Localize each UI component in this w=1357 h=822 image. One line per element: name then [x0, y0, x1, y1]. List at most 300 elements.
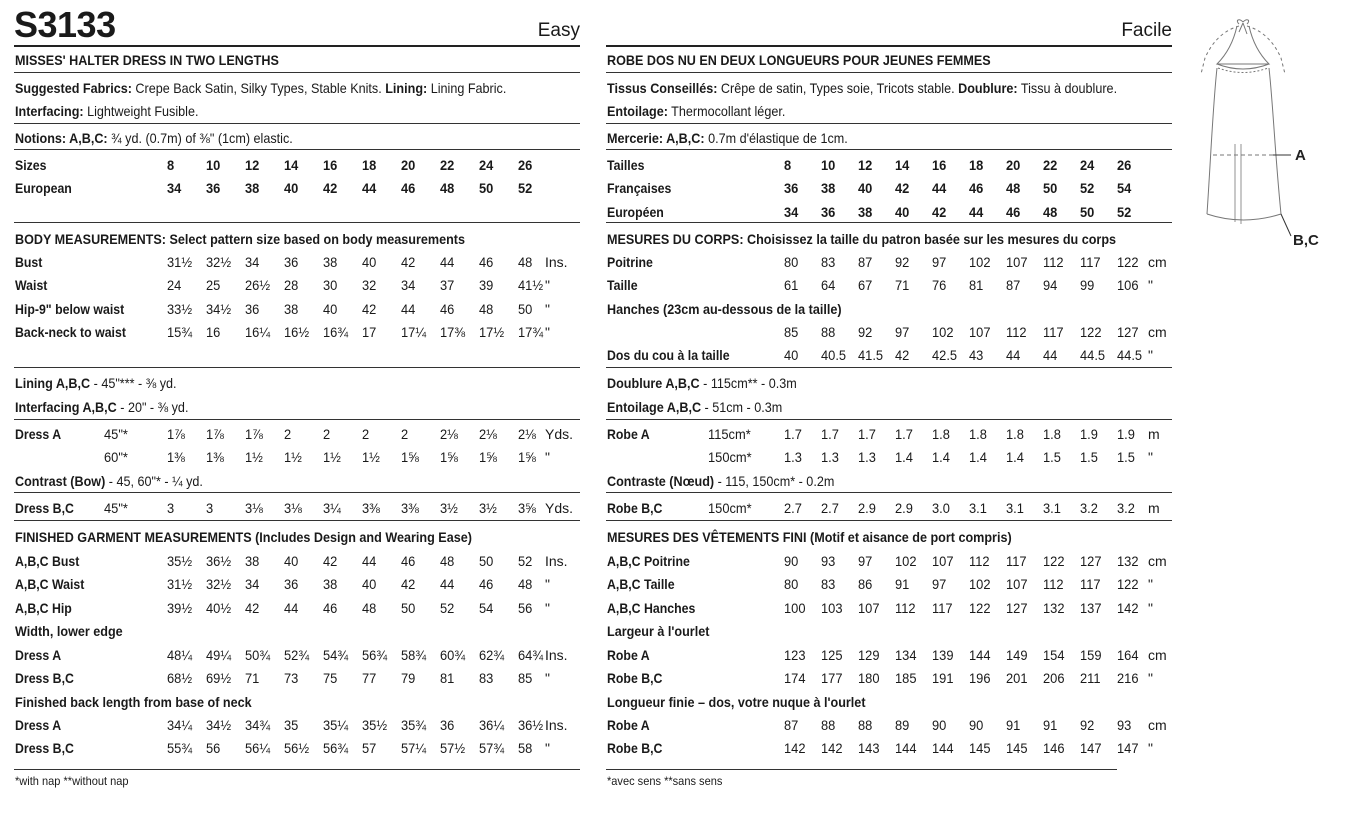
european-size-row-value: 40 [284, 180, 299, 196]
length-row-value: 34¼ [167, 717, 193, 733]
width-row-label: Robe A [607, 647, 650, 663]
finished-measurement-row [14, 576, 580, 596]
suggested-fabrics [607, 80, 1117, 96]
body-measurement-row-value: 38 [284, 301, 299, 317]
size-row-value: 36 [784, 180, 799, 196]
length-row-value: 90 [969, 717, 984, 733]
body-measurement-row-value: 44 [401, 301, 416, 317]
back-neck-row-value: 44 [1043, 347, 1058, 363]
divider [606, 123, 1172, 124]
hip-heading: Hanches (23cm au-dessous de la taille) [607, 301, 842, 317]
contrast-yardage-text: - 115, 150cm* - 0.2m [714, 473, 835, 489]
size-row-value: 42 [932, 204, 947, 220]
body-measurement-row-value: 16 [206, 324, 221, 340]
length-row-value: 36¼ [479, 717, 505, 733]
interfacing-info [15, 103, 198, 119]
back-neck-row-value: 44 [1006, 347, 1021, 363]
body-measurement-row-unit: " [545, 277, 550, 293]
body-measurement-row-label: Taille [607, 277, 638, 293]
finished-measurement-row-value: 102 [969, 576, 991, 592]
robe-a-yardage-row-value: 1.3 [784, 449, 802, 465]
hip-row-unit: cm [1148, 324, 1167, 340]
finished-measurement-row [606, 600, 1172, 620]
fabrics-label: Suggested Fabrics: [15, 80, 132, 96]
length-row-value: 55¾ [167, 740, 193, 756]
length-row-unit: Ins. [545, 717, 568, 733]
width-row-value: 174 [784, 670, 806, 686]
length-row-value: 34¾ [245, 717, 271, 733]
back-neck-row-value: 43 [969, 347, 984, 363]
width-row-value: 77 [362, 670, 377, 686]
body-measurement-row-label: Back-neck to waist [15, 324, 126, 340]
width-row-unit: " [1148, 670, 1153, 686]
dress-a-yardage-row-unit: Yds. [545, 426, 574, 442]
finished-measurement-row-value: 44 [440, 576, 455, 592]
width-row-value: 185 [895, 670, 917, 686]
width-row-value: 52¾ [284, 647, 310, 663]
finished-measurement-row-value: 122 [1117, 576, 1139, 592]
body-measurement-row-value: 34 [401, 277, 416, 293]
body-measurement-row-value: 16½ [284, 324, 310, 340]
robe-bc-yardage-row-value: 2.9 [895, 500, 913, 516]
size-row-value: 48 [1006, 180, 1021, 196]
finished-measurement-row-value: 40 [362, 576, 377, 592]
width-row-value: 211 [1080, 670, 1101, 686]
finished-measurement-row-value: 42 [401, 576, 416, 592]
contrast-yardage-text: - 45, 60"* - ¼ yd. [105, 473, 203, 489]
length-row-value: 147 [1117, 740, 1139, 756]
body-measurement-row-value: 117 [1080, 254, 1101, 270]
size-row-value: 12 [858, 157, 873, 173]
european-size-row-value: 42 [323, 180, 338, 196]
width-row-value: 144 [969, 647, 991, 663]
dress-a-yardage-row-value: 2 [401, 426, 409, 442]
body-measurement-row-value: 106 [1117, 277, 1139, 293]
width-heading: Largeur à l'ourlet [607, 623, 710, 639]
finished-measurement-row-unit: " [545, 600, 550, 616]
finished-measurement-row-value: 38 [245, 553, 260, 569]
finished-measurement-row-value: 103 [821, 600, 843, 616]
body-measurement-row-unit: cm [1148, 254, 1167, 270]
finished-measurement-row [606, 576, 1172, 596]
finished-measurement-row-label: A,B,C Poitrine [607, 553, 690, 569]
suggested-fabrics [15, 80, 506, 96]
length-row-value: 88 [821, 717, 836, 733]
hip-row-value: 107 [969, 324, 991, 340]
european-size-row-value: 36 [206, 180, 221, 196]
body-measurement-row-value: 44 [440, 254, 455, 270]
body-measurement-row [606, 277, 1172, 297]
hip-row-value: 122 [1080, 324, 1102, 340]
length-row-value: 35 [284, 717, 299, 733]
lining-text: Lining Fabric. [427, 80, 507, 96]
width-row-value: 164 [1117, 647, 1139, 663]
width-row-value: 139 [932, 647, 954, 663]
dress-a-yardage-row-value: 2 [323, 426, 331, 442]
finished-measurement-row-value: 48 [362, 600, 377, 616]
width-row [606, 670, 1172, 690]
size-row-value: 18 [969, 157, 984, 173]
body-measurement-row-value: 67 [858, 277, 873, 293]
length-row-value: 142 [784, 740, 806, 756]
length-row-value: 142 [821, 740, 843, 756]
finished-measurement-row [14, 553, 580, 573]
length-row-value: 35¾ [401, 717, 427, 733]
back-neck-row-value: 42.5 [932, 347, 958, 363]
length-row-value: 145 [1006, 740, 1028, 756]
divider [606, 367, 1172, 368]
size-row-value: 48 [1043, 204, 1058, 220]
body-measurement-row-value: 102 [969, 254, 991, 270]
back-neck-row-value: 41.5 [858, 347, 884, 363]
interfacing-yardage-text: - 20" - ⅜ yd. [116, 399, 189, 415]
robe-a-yardage-row-value: 1.8 [932, 426, 950, 442]
finished-measurement-row-value: 142 [1117, 600, 1139, 616]
finished-measurement-row-value: 117 [1006, 553, 1027, 569]
finished-measurement-row-value: 112 [895, 600, 916, 616]
length-row-value: 58 [518, 740, 533, 756]
body-measurement-row-label: Bust [15, 254, 43, 270]
width-row-unit: Ins. [545, 647, 568, 663]
interfacing-yardage-label: Entoilage A,B,C [607, 399, 702, 415]
dress-bc-yardage-row-value: 3½ [440, 500, 458, 516]
width-row-value: 159 [1080, 647, 1102, 663]
robe-a-yardage-row-unit: " [1148, 449, 1153, 465]
dress-a-yardage-row-value: 1⅜ [206, 449, 224, 465]
width-row-value: 62¾ [479, 647, 505, 663]
dress-a-yardage-row-value: 2⅛ [440, 426, 458, 442]
body-measurement-row-value: 24 [167, 277, 182, 293]
nap-footnote: *with nap **without nap [15, 774, 129, 788]
size-row-value: 40 [895, 204, 910, 220]
size-row-label: Européen [607, 204, 664, 220]
body-measurement-row-value: 32½ [206, 254, 232, 270]
body-measurement-row-value: 48 [479, 301, 494, 317]
width-row-value: 134 [895, 647, 917, 663]
lining-yardage [607, 375, 797, 391]
back-neck-row-unit: " [1148, 347, 1153, 363]
finished-measurements-heading: MESURES DES VÊTEMENTS FINI (Motif et aisance de port compris) [607, 529, 1012, 545]
size-row-value: 10 [206, 157, 221, 173]
finished-measurement-row-value: 102 [895, 553, 917, 569]
back-neck-row [606, 347, 1172, 367]
finished-measurement-row-label: A,B,C Waist [15, 576, 85, 592]
notions-info-text: 0.7m d'élastique de 1cm. [704, 130, 848, 146]
finished-measurement-row-value: 117 [1080, 576, 1101, 592]
body-measurement-row-value: 40 [323, 301, 338, 317]
robe-bc-yardage-row-value: 2.9 [858, 500, 876, 516]
interfacing-yardage-label: Interfacing A,B,C [15, 399, 117, 415]
size-row-value: 36 [821, 204, 836, 220]
view-a-label: A [1295, 147, 1306, 164]
divider [14, 123, 580, 124]
european-size-row-value: 34 [167, 180, 182, 196]
width-row-value: 58¾ [401, 647, 427, 663]
width-row-value: 75 [323, 670, 338, 686]
divider [14, 419, 580, 420]
length-row-value: 36½ [518, 717, 544, 733]
divider [14, 222, 580, 223]
robe-a-yardage-row-value: 1.4 [969, 449, 987, 465]
finished-measurement-row-value: 100 [784, 600, 806, 616]
length-row-value: 92 [1080, 717, 1095, 733]
length-row-unit: cm [1148, 717, 1167, 733]
finished-measurement-row-value: 83 [821, 576, 836, 592]
body-measurement-row-value: 50 [518, 301, 533, 317]
nap-footnote: *avec sens **sans sens [607, 774, 723, 788]
body-measurement-row-value: 92 [895, 254, 910, 270]
body-measurement-row-unit: " [1148, 277, 1153, 293]
length-row-value: 35¼ [323, 717, 349, 733]
length-row-value: 90 [932, 717, 947, 733]
width-row-value: 54¾ [323, 647, 349, 663]
width-row-label: Dress B,C [15, 670, 74, 686]
finished-measurement-row-value: 40½ [206, 600, 232, 616]
body-measurement-row-value: 38 [323, 254, 338, 270]
robe-a-yardage-row-value: 1.7 [858, 426, 876, 442]
size-row-value: 38 [858, 204, 873, 220]
body-measurements-heading: BODY MEASUREMENTS: Select pattern size based on body measurements [15, 231, 465, 247]
width-row-value: 56¾ [362, 647, 388, 663]
divider [14, 367, 580, 368]
size-row-label: Françaises [607, 180, 672, 196]
width-row-value: 81 [440, 670, 455, 686]
size-row-label: Tailles [607, 157, 645, 173]
size-row-value: 18 [362, 157, 377, 173]
dress-bc-yardage-row-width: 45"* [104, 500, 128, 516]
back-neck-row-value: 40.5 [821, 347, 847, 363]
size-row-value: 38 [821, 180, 836, 196]
finished-measurement-row-value: 42 [323, 553, 338, 569]
finished-measurement-row-value: 31½ [167, 576, 193, 592]
interfacing-yardage [15, 399, 188, 415]
robe-a-yardage-row-value: 1.8 [1006, 426, 1024, 442]
body-measurement-row-value: 34½ [206, 301, 232, 317]
body-measurement-row-value: 42 [362, 301, 377, 317]
body-measurement-row-value: 64 [821, 277, 836, 293]
body-measurement-row-unit: " [545, 301, 550, 317]
body-measurement-row-value: 61 [784, 277, 799, 293]
width-row-value: 196 [969, 670, 991, 686]
length-row-value: 34½ [206, 717, 232, 733]
finished-measurement-row-value: 52 [440, 600, 455, 616]
divider [606, 769, 1117, 770]
body-measurement-row-value: 31½ [167, 254, 193, 270]
body-measurement-row-value: 16¾ [323, 324, 349, 340]
divider [606, 222, 1172, 223]
length-row-value: 145 [969, 740, 991, 756]
body-measurement-row-value: 107 [1006, 254, 1028, 270]
dress-bc-yardage-row-value: 3 [206, 500, 214, 516]
size-row [606, 180, 1172, 200]
body-measurements-heading: MESURES DU CORPS: Choisissez la taille du patron basée sur les mesures du corps [607, 231, 1117, 247]
finished-measurement-row-value: 54 [479, 600, 494, 616]
finished-measurement-row-value: 38 [323, 576, 338, 592]
hip-row-value: 85 [784, 324, 799, 340]
size-row [606, 157, 1172, 177]
finished-measurement-row [606, 553, 1172, 573]
hip-row-value: 88 [821, 324, 836, 340]
width-heading: Width, lower edge [15, 623, 123, 639]
body-measurement-row-value: 33½ [167, 301, 193, 317]
size-row-value: 46 [969, 180, 984, 196]
length-heading: Longueur finie – dos, votre nuque à l'ourlet [607, 694, 866, 710]
width-row-value: 69½ [206, 670, 232, 686]
width-row-value: 206 [1043, 670, 1065, 686]
divider [606, 419, 1172, 420]
dress-a-yardage-row-value: 1⅞ [167, 426, 185, 442]
width-row-value: 64¾ [518, 647, 544, 663]
finished-measurements-heading: FINISHED GARMENT MEASUREMENTS (Includes Design and Wearing Ease) [15, 529, 472, 545]
notions-info-label: Notions: A,B,C: [15, 130, 108, 146]
dress-bc-yardage-row-unit: Yds. [545, 500, 574, 516]
lining-yardage [15, 375, 177, 391]
divider [606, 45, 1172, 47]
body-measurement-row-value: 46 [440, 301, 455, 317]
finished-measurement-row-value: 112 [1043, 576, 1064, 592]
width-row-value: 68½ [167, 670, 193, 686]
body-measurement-row-value: 46 [479, 254, 494, 270]
dress-bc-yardage-row-value: 3⅛ [284, 500, 302, 516]
dress-a-yardage-row-width: 45"* [104, 426, 128, 442]
size-row-value: 20 [1006, 157, 1021, 173]
body-measurement-row-value: 39 [479, 277, 494, 293]
width-row-value: 85 [518, 670, 533, 686]
length-row-value: 91 [1006, 717, 1021, 733]
finished-measurement-row-value: 137 [1080, 600, 1102, 616]
finished-measurement-row-value: 50 [479, 553, 494, 569]
finished-measurement-row-value: 35½ [167, 553, 193, 569]
robe-a-yardage-row-value: 1.9 [1080, 426, 1098, 442]
dress-bc-yardage-row-value: 3 [167, 500, 175, 516]
lining-yardage-text: - 115cm** - 0.3m [699, 375, 797, 391]
finished-measurement-row-value: 34 [245, 576, 260, 592]
robe-bc-yardage-row-value: 3.1 [1043, 500, 1061, 516]
finished-measurement-row-value: 107 [932, 553, 954, 569]
dress-a-yardage-row-value: 2 [284, 426, 292, 442]
size-row-value: 24 [479, 157, 494, 173]
robe-a-yardage-row-value: 1.9 [1117, 426, 1135, 442]
length-row-value: 57 [362, 740, 377, 756]
dress-bc-yardage-row-value: 3½ [479, 500, 497, 516]
robe-a-yardage-row-value: 1.3 [858, 449, 876, 465]
size-row-value: 54 [1117, 180, 1132, 196]
finished-measurement-row-unit: Ins. [545, 553, 568, 569]
length-row [14, 740, 580, 760]
body-measurement-row-value: 42 [401, 254, 416, 270]
robe-a-yardage-row-value: 1.7 [895, 426, 913, 442]
finished-measurement-row-value: 132 [1043, 600, 1065, 616]
dress-a-yardage-row-value: 1⅝ [479, 449, 497, 465]
body-measurement-row [14, 301, 580, 321]
dress-a-yardage-row-label: Dress A [15, 426, 62, 442]
view-bc-label: B,C [1293, 232, 1319, 249]
finished-measurement-row-label: A,B,C Hip [15, 600, 72, 616]
size-row [606, 204, 1172, 224]
body-measurement-row-value: 40 [362, 254, 377, 270]
length-row-unit: " [1148, 740, 1153, 756]
robe-a-yardage-row-value: 1.4 [1006, 449, 1024, 465]
width-row [14, 647, 580, 667]
body-measurement-row-value: 83 [821, 254, 836, 270]
finished-measurement-row-unit: cm [1148, 553, 1167, 569]
robe-bc-yardage-row-value: 3.0 [932, 500, 950, 516]
difficulty-label: Facile [1121, 20, 1172, 41]
body-measurement-row-label: Waist [15, 277, 48, 293]
width-row-value: 48¼ [167, 647, 193, 663]
dress-a-yardage-row [14, 449, 580, 469]
robe-a-yardage-row-value: 1.5 [1043, 449, 1061, 465]
length-row-value: 57¼ [401, 740, 427, 756]
dress-bc-yardage-row-value: 3⅛ [245, 500, 263, 516]
width-row-value: 129 [858, 647, 880, 663]
length-row-value: 87 [784, 717, 799, 733]
interfacing-yardage-text: - 51cm - 0.3m [701, 399, 783, 415]
width-row-value: 60¾ [440, 647, 466, 663]
robe-a-yardage-row [606, 449, 1172, 469]
body-measurement-row-unit: Ins. [545, 254, 568, 270]
robe-a-yardage-row-width: 115cm* [708, 426, 751, 442]
divider [606, 72, 1172, 73]
finished-measurement-row-value: 107 [1006, 576, 1028, 592]
size-row-value: 52 [1080, 180, 1095, 196]
dress-a-yardage-row [14, 426, 580, 446]
size-row-value: 16 [323, 157, 338, 173]
contrast-yardage [607, 473, 834, 489]
size-row-value: 22 [1043, 157, 1058, 173]
finished-measurement-row-value: 50 [401, 600, 416, 616]
body-measurement-row-value: 122 [1117, 254, 1139, 270]
size-row-value: 8 [167, 157, 175, 173]
dress-a-yardage-row-value: 1⅜ [167, 449, 185, 465]
body-measurement-row-value: 76 [932, 277, 947, 293]
finished-measurement-row-value: 44 [284, 600, 299, 616]
dress-bc-yardage-row-value: 3¼ [323, 500, 341, 516]
back-neck-row-value: 42 [895, 347, 910, 363]
width-row-value: 83 [479, 670, 494, 686]
length-row-value: 57½ [440, 740, 466, 756]
length-row-value: 56¾ [323, 740, 349, 756]
finished-measurement-row-value: 93 [821, 553, 836, 569]
robe-a-yardage-row-value: 1.4 [895, 449, 913, 465]
size-row-value: 34 [784, 204, 799, 220]
width-row-value: 49¼ [206, 647, 232, 663]
robe-a-yardage-row-value: 1.5 [1080, 449, 1098, 465]
dress-a-yardage-row-value: 1⅝ [518, 449, 536, 465]
length-row-label: Dress A [15, 717, 62, 733]
finished-measurement-row-unit: " [545, 576, 550, 592]
back-neck-row-value: 40 [784, 347, 799, 363]
finished-measurement-row-value: 52 [518, 553, 533, 569]
size-row-value: 42 [895, 180, 910, 196]
robe-a-yardage-row-value: 1.7 [784, 426, 802, 442]
body-measurement-row-value: 17¼ [401, 324, 427, 340]
european-size-row-value: 38 [245, 180, 260, 196]
width-row-value: 73 [284, 670, 299, 686]
width-row-value: 149 [1006, 647, 1028, 663]
body-measurement-row-value: 16¼ [245, 324, 271, 340]
dress-bc-yardage-row-value: 3⅜ [362, 500, 380, 516]
finished-measurement-row-value: 112 [969, 553, 990, 569]
finished-measurement-row-value: 36 [284, 576, 299, 592]
length-row-value: 89 [895, 717, 910, 733]
divider [606, 492, 1172, 493]
robe-a-yardage-row-width: 150cm* [708, 449, 752, 465]
length-row-value: 93 [1117, 717, 1132, 733]
european-size-row-label: European [15, 180, 72, 196]
size-row-value: 50 [1080, 204, 1095, 220]
body-measurement-row-value: 32 [362, 277, 377, 293]
